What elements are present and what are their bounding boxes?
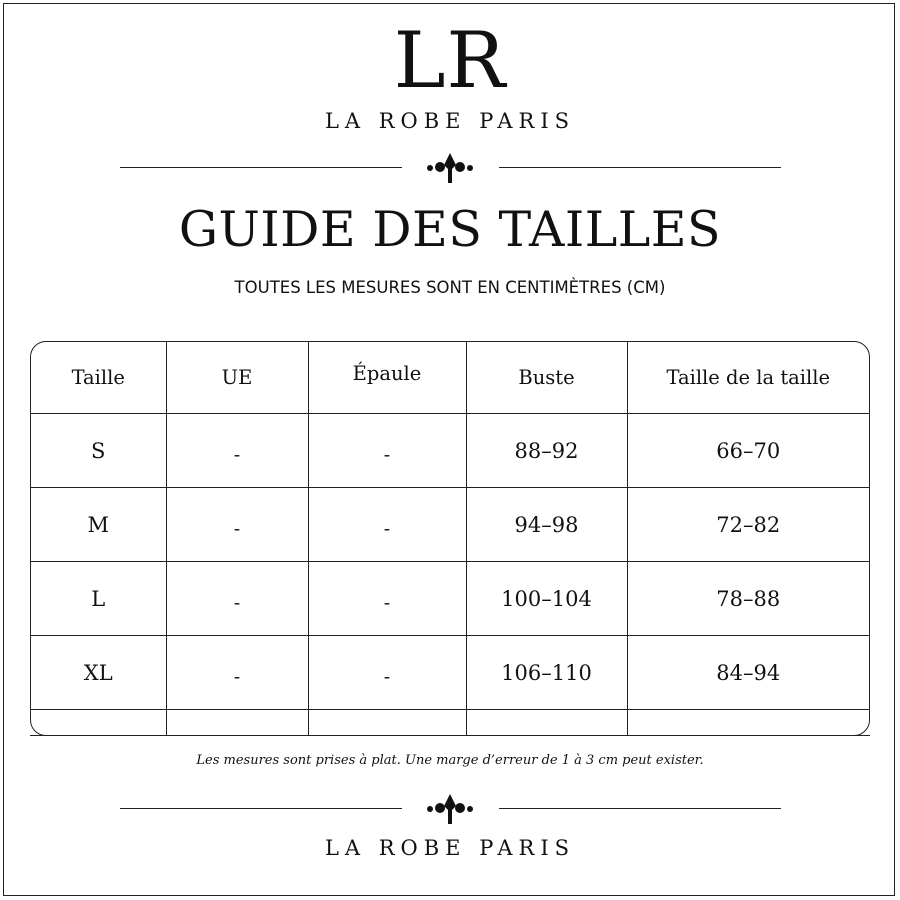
brand-monogram-logo: LR [393, 16, 507, 106]
table-row [31, 710, 869, 737]
table-row [31, 488, 869, 562]
bust-cell: 100–104 [466, 562, 627, 636]
table-row [31, 414, 869, 488]
size-cell: S [31, 414, 166, 488]
fleur-de-lis-ornament-icon [426, 794, 474, 824]
table-row [31, 636, 869, 710]
table-row [31, 562, 869, 636]
column-header-shoulder: Épaule [308, 342, 466, 414]
divider-line-left [120, 167, 402, 168]
waist-cell: 84–94 [627, 636, 869, 710]
bust-cell: 88–92 [466, 414, 627, 488]
divider-line-right [499, 808, 781, 809]
size-table [30, 341, 870, 736]
size-cell: L [31, 562, 166, 636]
table-header-row [31, 342, 869, 414]
waist-cell: 66–70 [627, 414, 869, 488]
shoulder-cell [308, 710, 466, 737]
divider-line-right [499, 167, 781, 168]
waist-cell [627, 710, 869, 737]
eu-cell: - [166, 414, 308, 488]
page-title: GUIDE DES TAILLES [178, 201, 722, 258]
fleur-de-lis-ornament-icon [426, 153, 474, 183]
waist-cell: 78–88 [627, 562, 869, 636]
ornament-divider-bottom [120, 794, 781, 824]
size-cell: M [31, 488, 166, 562]
bust-cell: 94–98 [466, 488, 627, 562]
divider-line-left [120, 808, 402, 809]
bust-cell: 106–110 [466, 636, 627, 710]
size-cell [31, 710, 166, 737]
page-subtitle: TOUTES LES MESURES SONT EN CENTIMÈTRES (CM) [234, 278, 666, 297]
column-header-waist: Taille de la taille [627, 342, 869, 414]
table-bottom-rule [30, 735, 870, 736]
shoulder-cell: - [308, 414, 466, 488]
column-header-size: Taille [31, 342, 166, 414]
waist-cell: 72–82 [627, 488, 869, 562]
size-cell: XL [31, 636, 166, 710]
shoulder-cell: - [308, 562, 466, 636]
eu-cell: - [166, 562, 308, 636]
measurement-note: Les mesures sont prises à plat. Une marge d’erreur de 1 à 3 cm peut exister. [196, 753, 704, 768]
brand-name-header: LA ROBE PARIS [324, 109, 576, 133]
column-header-eu: UE [166, 342, 308, 414]
eu-cell [166, 710, 308, 737]
brand-name-footer: LA ROBE PARIS [324, 836, 576, 860]
ornament-divider-top [120, 153, 781, 183]
shoulder-cell: - [308, 636, 466, 710]
bust-cell [466, 710, 627, 737]
column-header-bust: Buste [466, 342, 627, 414]
eu-cell: - [166, 636, 308, 710]
eu-cell: - [166, 488, 308, 562]
shoulder-cell: - [308, 488, 466, 562]
